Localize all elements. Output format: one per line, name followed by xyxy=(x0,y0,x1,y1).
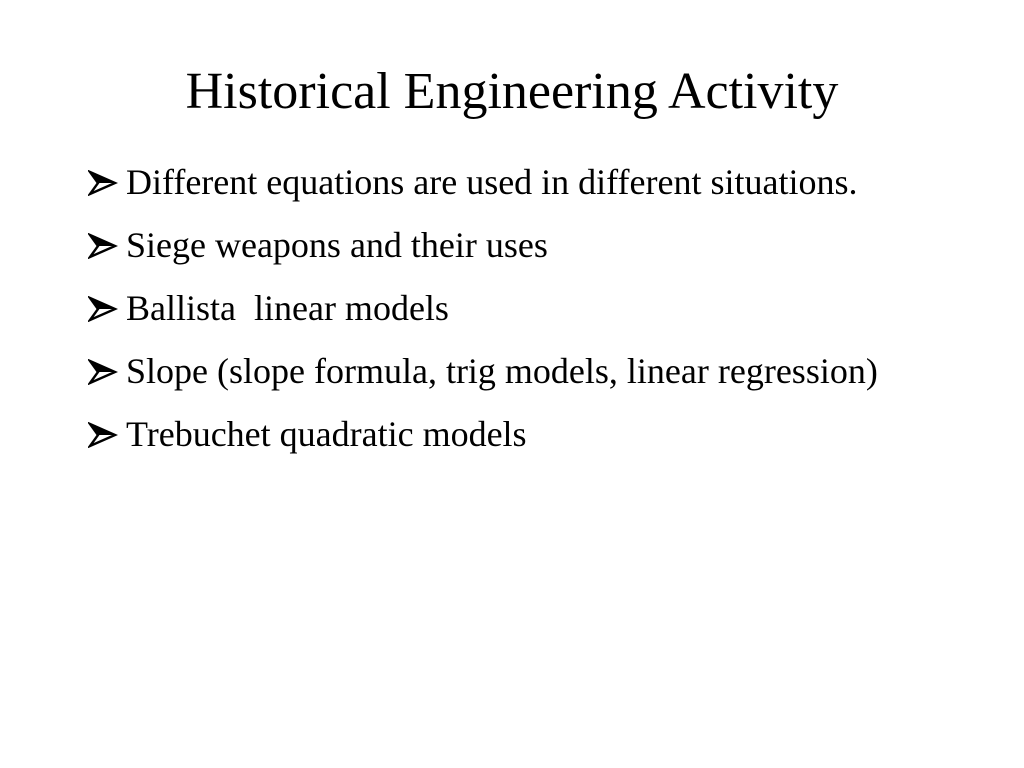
arrowhead-bullet-icon xyxy=(88,282,126,334)
bullet-text: Slope (slope formula, trig models, linear regression) xyxy=(126,351,878,391)
list-item xyxy=(88,345,888,397)
arrowhead-bullet-icon xyxy=(88,408,126,460)
arrowhead-bullet-icon xyxy=(88,219,126,271)
list-item xyxy=(88,156,888,208)
bullet-text: Different equations are used in different situations. xyxy=(126,162,858,202)
arrowhead-bullet-icon xyxy=(88,345,126,397)
arrowhead-bullet-icon xyxy=(88,156,126,208)
bullet-list xyxy=(88,156,888,471)
bullet-text: Trebuchet quadratic models xyxy=(126,414,527,454)
list-item xyxy=(88,282,888,334)
list-item xyxy=(88,408,888,460)
list-item xyxy=(88,219,888,271)
bullet-text: Ballista linear models xyxy=(126,288,449,328)
bullet-text: Siege weapons and their uses xyxy=(126,225,548,265)
slide-title: Historical Engineering Activity xyxy=(185,63,839,120)
